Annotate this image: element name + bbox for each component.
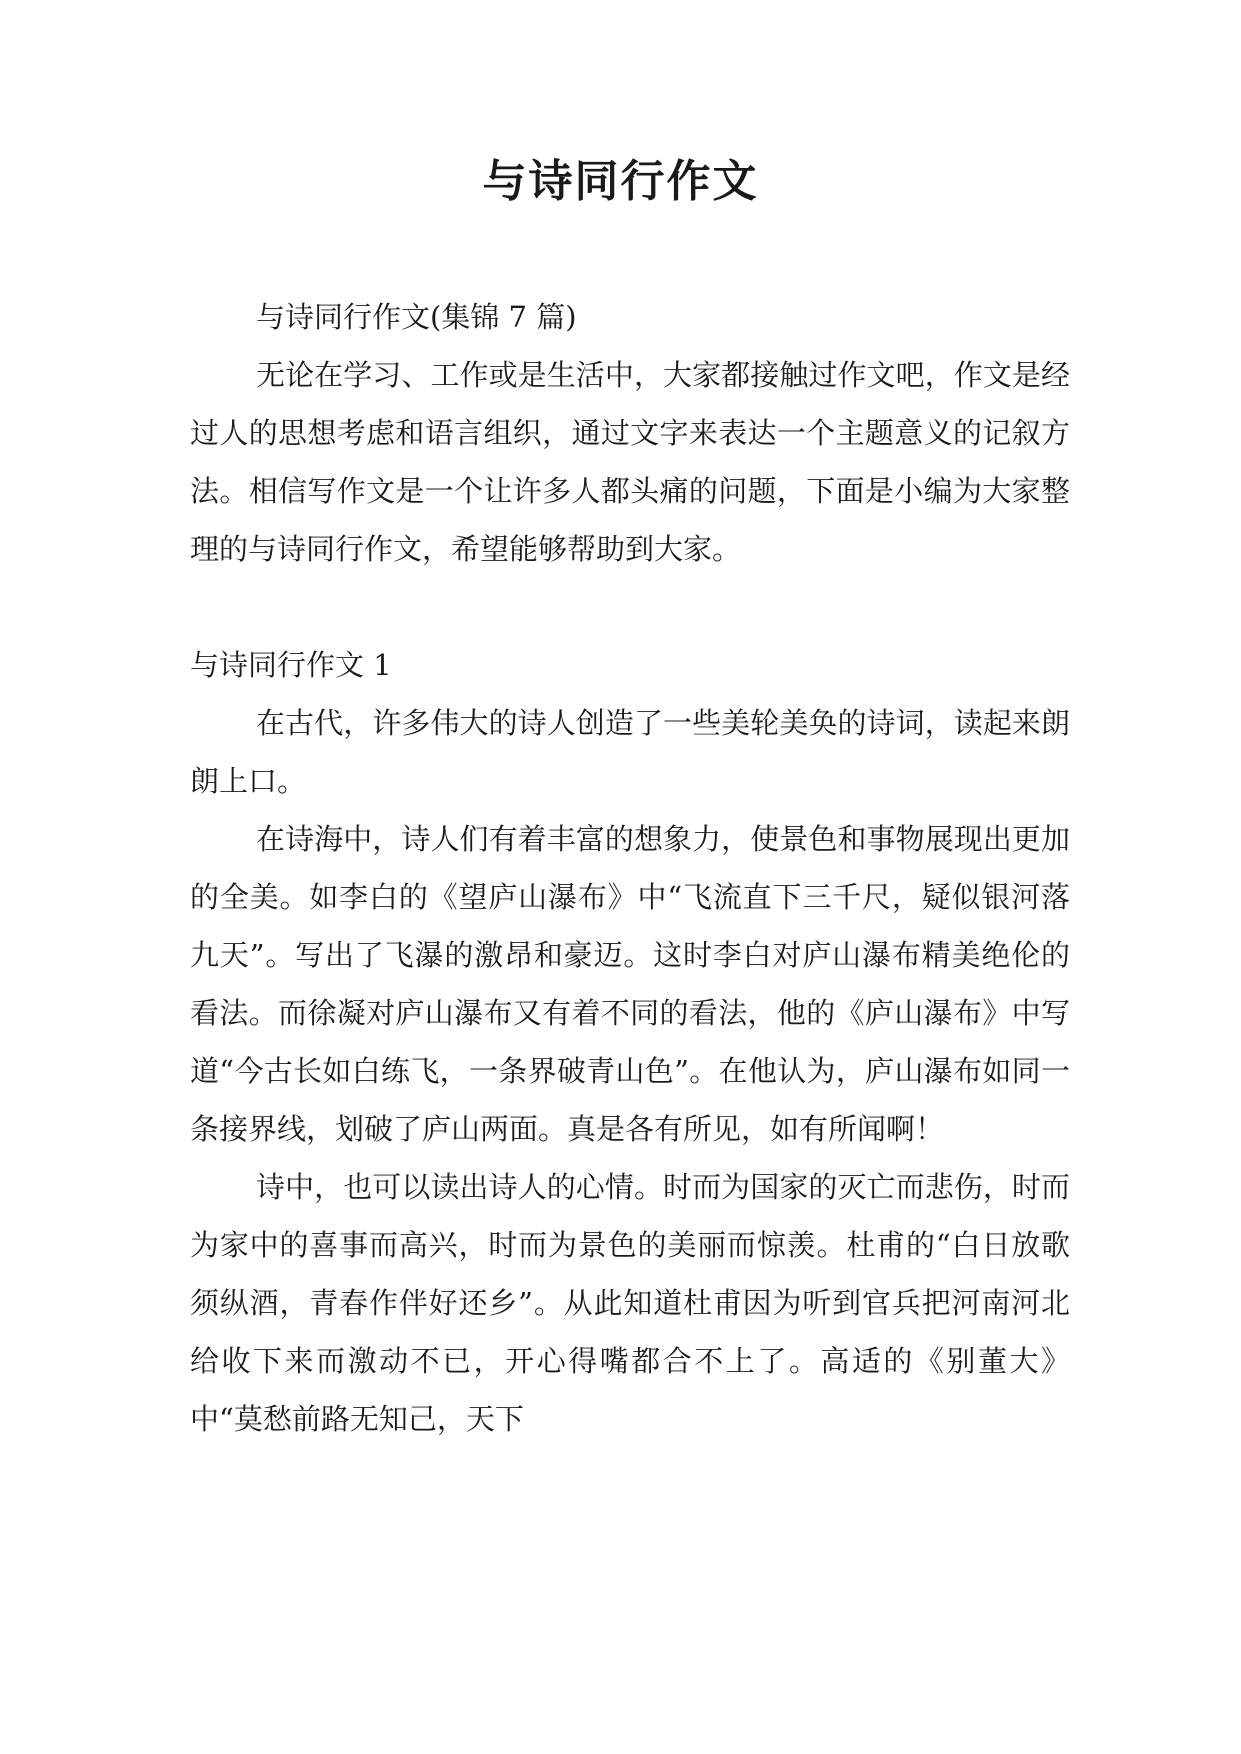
document-subtitle: 与诗同行作文(集锦 7 篇) [256,300,577,334]
intro-paragraph: 无论在学习、工作或是生活中，大家都接触过作文吧，作文是经过人的思想考虑和语言组织，通过文字来表达一个主题意义的记叙方法。相信写作文是一个让许多人都头痛的问题，下面是小编为大家整理的与诗同行作文，希望能够帮助到大家。 [190,358,1070,566]
section-heading: 与诗同行作文 1 [190,648,392,682]
body-paragraph: 在古代，许多伟大的诗人创造了一些美轮美奂的诗词，读起来朗朗上口。 [190,706,1070,798]
body-paragraph: 在诗海中，诗人们有着丰富的想象力，使景色和事物展现出更加的全美。如李白的《望庐山瀑布》中“飞流直下三千尺，疑似银河落九天”。写出了飞瀑的激昂和豪迈。这时李白对庐山瀑布精美绝伦的看法。而徐凝对庐山瀑布又有着不同的看法，他的《庐山瀑布》中写道“今古长如白练飞，一条界破青山色”。在他认为，庐山瀑布如同一条接界线，划破了庐山两面。真是各有所见，如有所闻啊！ [190,822,1070,1146]
document-body [190,288,1070,1448]
body-paragraph: 诗中，也可以读出诗人的心情。时而为国家的灭亡而悲伤，时而为家中的喜事而高兴，时而为景色的美丽而惊羡。杜甫的“白日放歌须纵酒，青春作伴好还乡”。从此知道杜甫因为听到官兵把河南河北给收下来而激动不已，开心得嘴都合不上了。高适的《别董大》中“莫愁前路无知己，天下 [190,1170,1070,1436]
document-title: 与诗同行作文 [482,156,759,207]
